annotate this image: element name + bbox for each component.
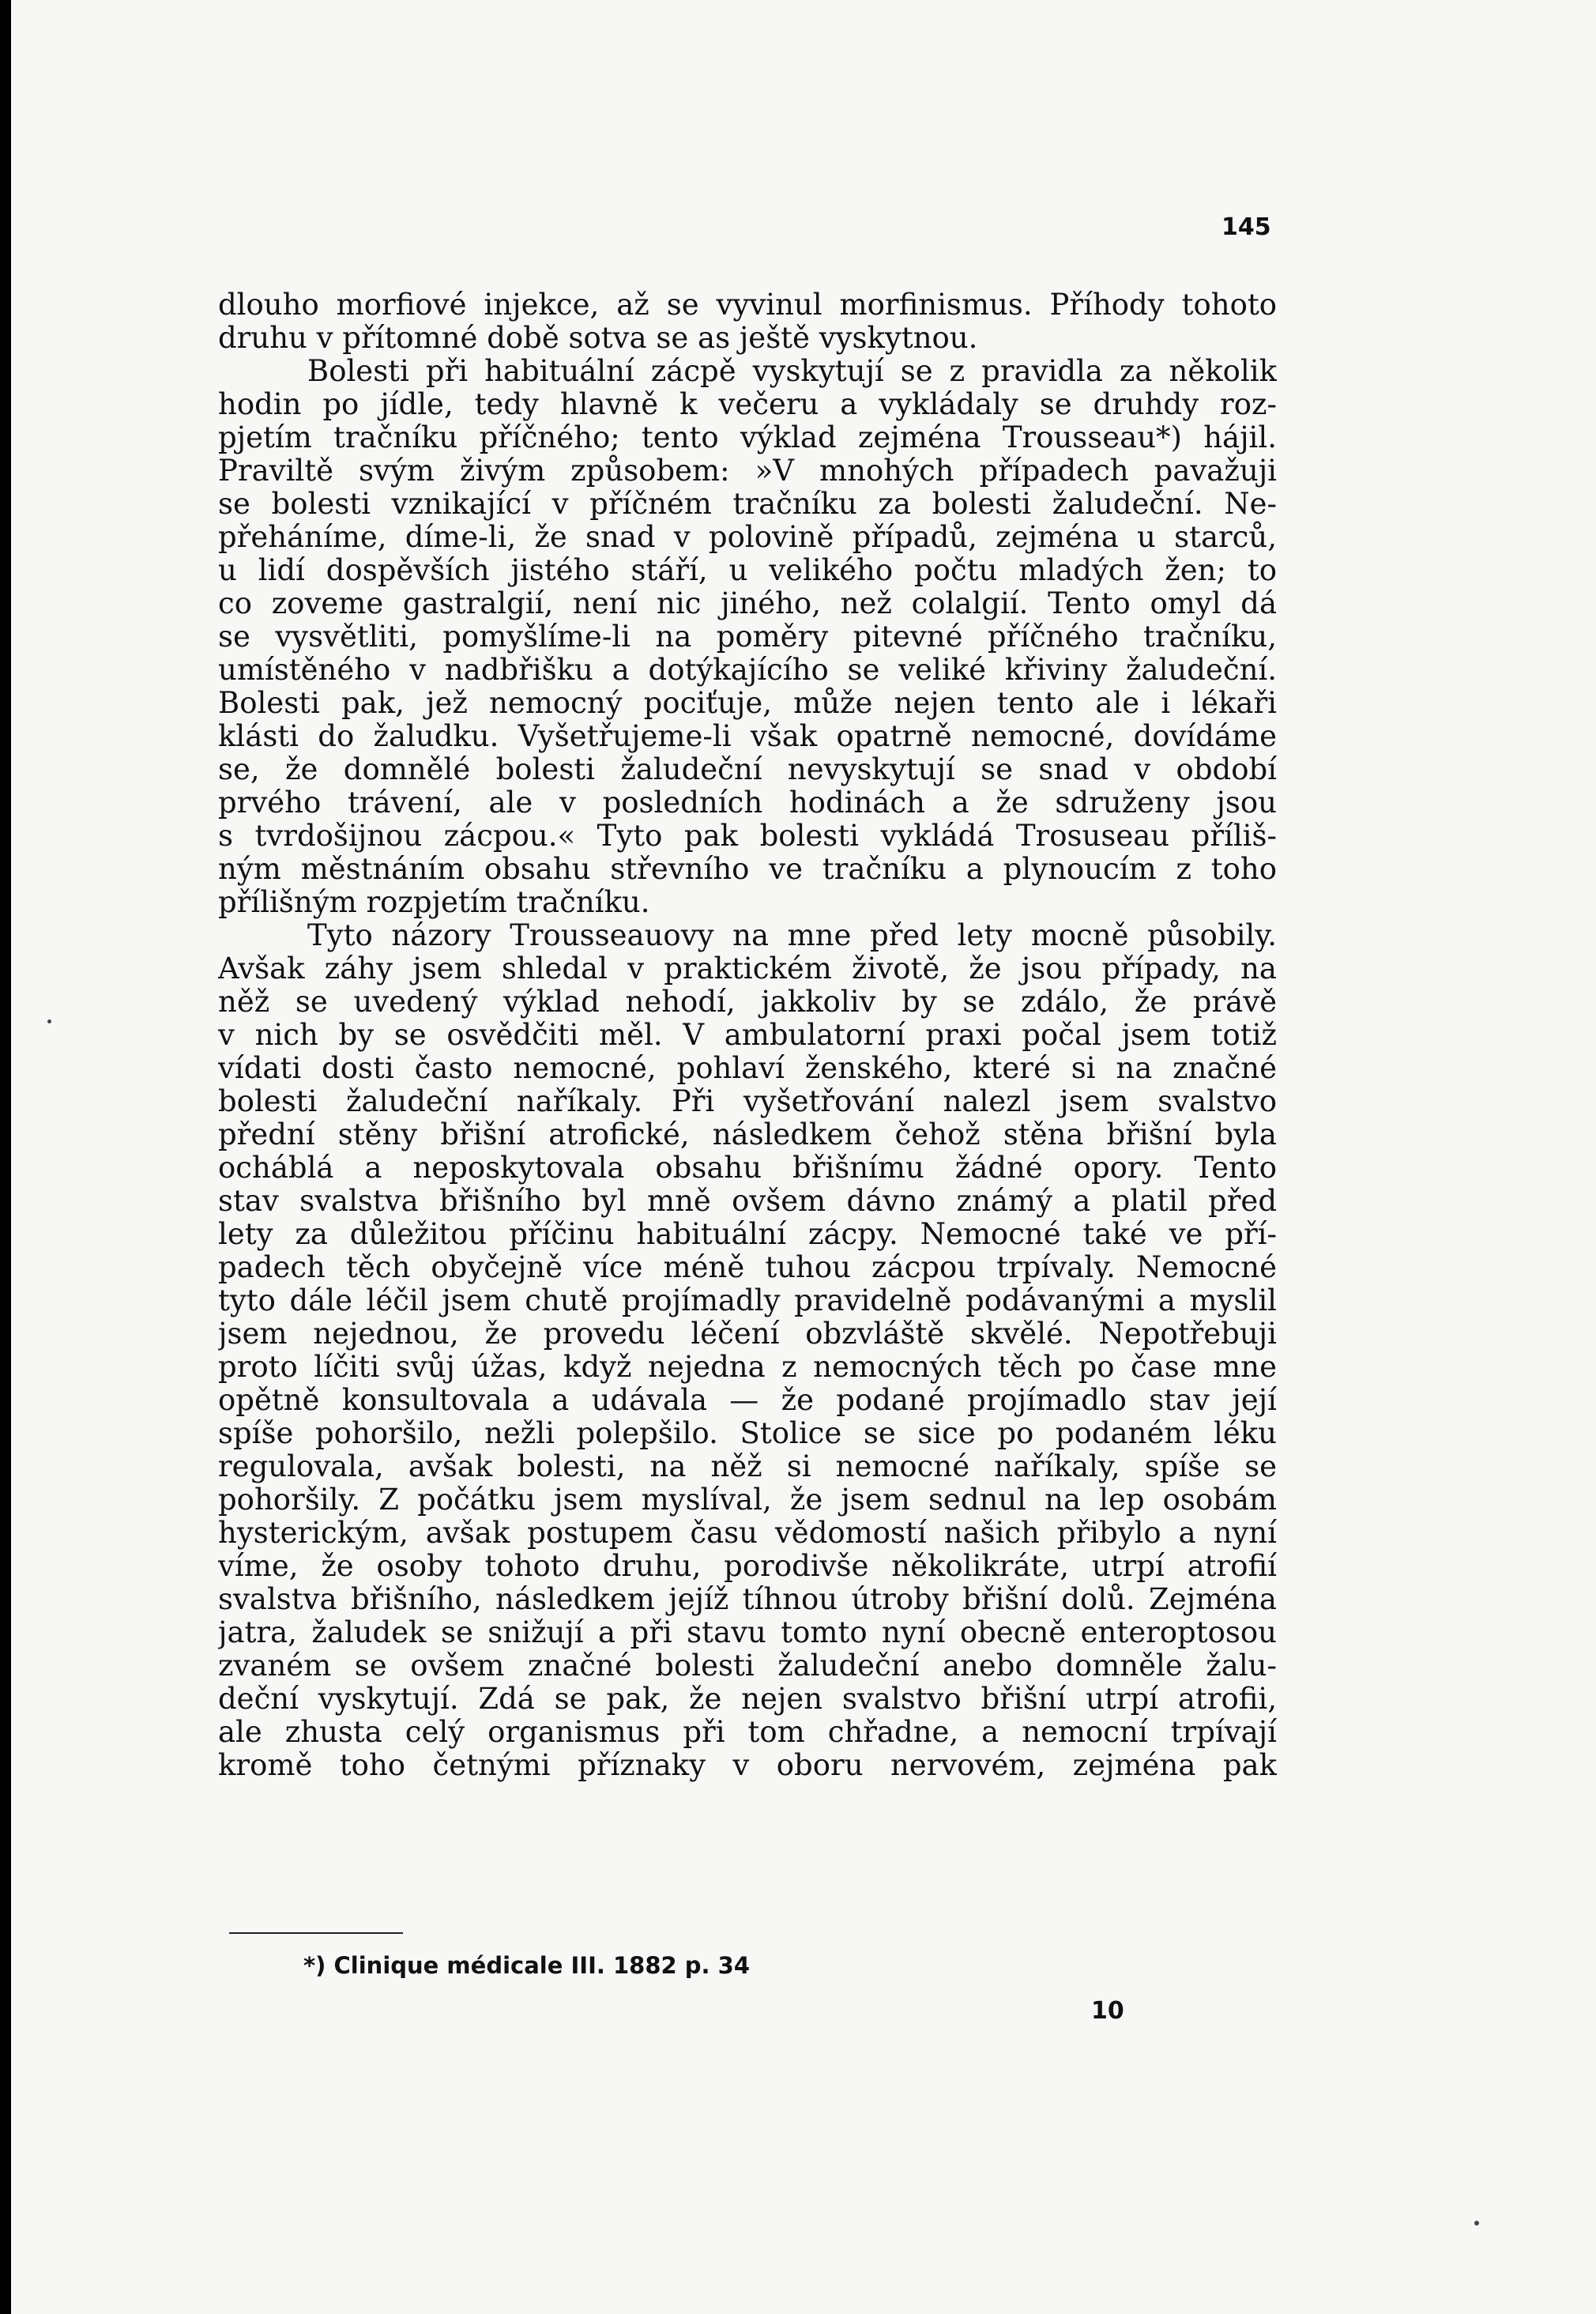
text-line: opětně konsultovala a udávala — že podané projímadlo stav její [218, 1384, 1277, 1417]
text-line: hodin po jídle, tedy hlavně k večeru a vykládaly se druhdy roz- [218, 388, 1277, 421]
text-line: proto líčiti svůj úžas, když nejedna z nemocných těch po čase mne [218, 1351, 1277, 1384]
book-page [11, 0, 1596, 2314]
text-line: tyto dále léčil jsem chutě projímadly pravidelně podávanými a myslil [218, 1284, 1277, 1317]
text-line: jsem nejednou, že provedu léčení obzvláště skvělé. Nepotřebuji [218, 1317, 1277, 1351]
text-line: stav svalstva břišního byl mně ovšem dávno známý a platil před [218, 1185, 1277, 1218]
footnote-divider [229, 1932, 403, 1934]
text-line: se, že domnělé bolesti žaludeční nevyskytují se snad v období [218, 753, 1277, 786]
text-line: padech těch obyčejně více méně tuhou zácpou trpívaly. Nemocné [218, 1251, 1277, 1284]
body-text [218, 288, 1277, 1782]
text-line: svalstva břišního, následkem jejíž tíhnou útroby břišní dolů. Zejména [218, 1583, 1277, 1616]
text-line: přílišným rozpjetím tračníku. [218, 886, 650, 919]
text-line: zvaném se ovšem značné bolesti žaludeční anebo domněle žalu- [218, 1649, 1277, 1683]
text-line: lety za důležitou příčinu habituální zácpy. Nemocné také ve pří- [218, 1218, 1277, 1251]
text-line: pohoršily. Z počátku jsem myslíval, že jsem sednul na lep osobám [218, 1483, 1277, 1517]
text-line: klásti do žaludku. Vyšetřujeme-li však opatrně nemocné, dovídáme [218, 720, 1277, 753]
text-line: ale zhusta celý organismus při tom chřadne, a nemocní trpívají [218, 1716, 1277, 1749]
text-line: Praviltě svým živým způsobem: »V mnohých případech pavažuji [218, 454, 1277, 488]
text-line: Bolesti pak, jež nemocný pociťuje, může nejen tento ale i lékaři [218, 687, 1277, 720]
text-line: u lidí dospěvších jistého stáří, u velikého počtu mladých žen; to [218, 554, 1277, 587]
text-line: druhu v přítomné době sotva se as ještě vyskytnou. [218, 322, 978, 355]
text-line: dlouho morfiové injekce, až se vyvinul morfinismus. Příhody tohoto [218, 288, 1277, 322]
text-line: se vysvětliti, pomyšlíme-li na poměry pitevné příčného tračníku, [218, 620, 1277, 654]
text-line: bolesti žaludeční naříkaly. Při vyšetřování nalezl jsem svalstvo [218, 1085, 1277, 1118]
text-line: umístěného v nadbřišku a dotýkajícího se veliké křiviny žaludeční. [218, 654, 1277, 687]
text-line: deční vyskytují. Zdá se pak, že nejen svalstvo břišní utrpí atrofii, [218, 1683, 1277, 1716]
text-line: kromě toho četnými příznaky v oboru nervovém, zejména pak [218, 1749, 1277, 1782]
signature-mark: 10 [1091, 1997, 1124, 2025]
text-line: přeháníme, díme-li, že snad v polovině případů, zejména u starců, [218, 521, 1277, 554]
text-line: ocháblá a neposkytovala obsahu břišnímu žádné opory. Tento [218, 1151, 1277, 1185]
text-line: Bolesti při habituální zácpě vyskytují se z pravidla za několik [307, 355, 1277, 388]
scan-speck [47, 1019, 51, 1023]
text-line: hysterickým, avšak postupem času vědomostí našich přibylo a nyní [218, 1517, 1277, 1550]
text-line: prvého trávení, ale v posledních hodinách a že sdruženy jsou [218, 786, 1277, 820]
text-line: víme, že osoby tohoto druhu, porodivše několikráte, utrpí atrofií [218, 1550, 1277, 1583]
text-line: v nich by se osvědčiti měl. V ambulatorní praxi počal jsem totiž [218, 1019, 1277, 1052]
text-line: Tyto názory Trousseauovy na mne před lety mocně působily. [307, 919, 1277, 952]
text-line: přední stěny břišní atrofické, následkem čehož stěna břišní byla [218, 1118, 1277, 1151]
text-line: regulovala, avšak bolesti, na něž si nemocné naříkaly, spíše se [218, 1450, 1277, 1483]
text-line: se bolesti vznikající v příčném tračníku za bolesti žaludeční. Ne- [218, 488, 1277, 521]
page-number: 145 [1221, 213, 1271, 241]
scan-speck [1474, 2221, 1479, 2225]
text-line: jatra, žaludek se snižují a při stavu tomto nyní obecně enteroptosou [218, 1616, 1277, 1649]
text-line: něž se uvedený výklad nehodí, jakkoliv by se zdálo, že právě [218, 986, 1277, 1019]
text-line: pjetím tračníku příčného; tento výklad zejména Trousseau*) hájil. [218, 421, 1277, 454]
text-line: co zoveme gastralgií, není nic jiného, než colalgií. Tento omyl dá [218, 587, 1277, 620]
text-line: spíše pohoršilo, nežli polepšilo. Stolice se sice po podaném léku [218, 1417, 1277, 1450]
footnote: *) Clinique médicale III. 1882 p. 34 [303, 1952, 751, 1979]
text-line: ným městnáním obsahu střevního ve tračníku a plynoucím z toho [218, 853, 1277, 886]
text-line: s tvrdošijnou zácpou.« Tyto pak bolesti vykládá Trosuseau příliš- [218, 820, 1277, 853]
text-line: vídati dosti často nemocné, pohlaví ženského, které si na značné [218, 1052, 1277, 1085]
text-line: Avšak záhy jsem shledal v praktickém životě, že jsou případy, na [218, 952, 1277, 986]
